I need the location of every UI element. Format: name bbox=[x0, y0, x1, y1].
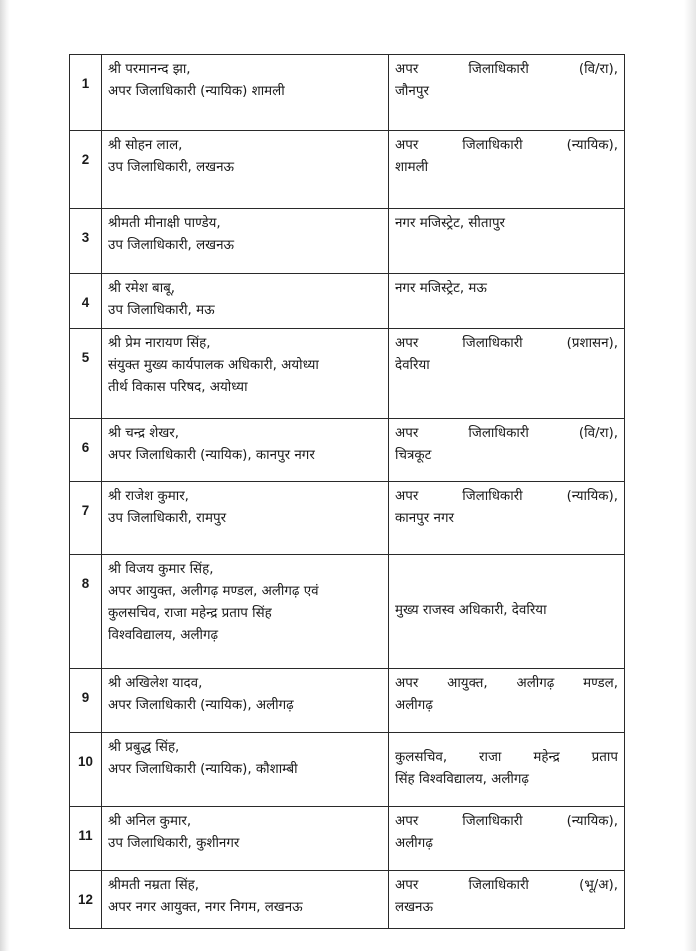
new-post-line: कानपुर नगर bbox=[395, 511, 454, 526]
serial-number: 3 bbox=[70, 209, 102, 274]
serial-number: 7 bbox=[70, 482, 102, 555]
officer-name: श्री सोहन लाल, bbox=[108, 138, 183, 153]
table-row bbox=[70, 131, 625, 209]
current-post-line: कुलसचिव, राजा महेन्द्र प्रताप सिंह bbox=[108, 606, 272, 621]
new-posting bbox=[389, 209, 625, 274]
new-post-line: अपर जिलाधिकारी (न्यायिक), bbox=[395, 138, 618, 153]
current-post-line: अपर जिलाधिकारी (न्यायिक) शामली bbox=[108, 84, 285, 99]
current-post-line: अपर नगर आयुक्त, नगर निगम, लखनऊ bbox=[108, 900, 303, 915]
table-row bbox=[70, 274, 625, 329]
new-posting bbox=[389, 807, 625, 871]
table-row bbox=[70, 807, 625, 871]
new-post-line: अपर जिलाधिकारी (वि/रा), bbox=[395, 62, 618, 77]
officer-name: श्री अनिल कुमार, bbox=[108, 814, 192, 829]
new-post-line: नगर मजिस्ट्रेट, मऊ bbox=[395, 281, 487, 296]
new-post-line: अपर जिलाधिकारी (भू/अ), bbox=[395, 878, 618, 893]
new-posting bbox=[389, 669, 625, 733]
current-post-line: अपर जिलाधिकारी (न्यायिक), कानपुर नगर bbox=[108, 448, 315, 463]
officer-name: श्री चन्द्र शेखर, bbox=[108, 426, 180, 441]
officer-name: श्रीमती मीनाक्षी पाण्डेय, bbox=[108, 216, 221, 231]
new-posting bbox=[389, 329, 625, 419]
table-row bbox=[70, 55, 625, 131]
new-post-line: अपर जिलाधिकारी (वि/रा), bbox=[395, 426, 618, 441]
serial-number: 10 bbox=[70, 733, 102, 807]
officer-name: श्री विजय कुमार सिंह, bbox=[108, 562, 214, 577]
table-row bbox=[70, 555, 625, 669]
new-post-line: नगर मजिस्ट्रेट, सीतापुर bbox=[395, 216, 506, 231]
table-row bbox=[70, 669, 625, 733]
officer-current-post bbox=[102, 871, 389, 929]
serial-number: 9 bbox=[70, 669, 102, 733]
officer-name: श्री प्रबुद्ध सिंह, bbox=[108, 740, 180, 755]
officer-current-post bbox=[102, 131, 389, 209]
serial-number: 5 bbox=[70, 329, 102, 419]
officer-current-post bbox=[102, 807, 389, 871]
new-post-line: अपर जिलाधिकारी (न्यायिक), bbox=[395, 814, 618, 829]
officer-name: श्री राजेश कुमार, bbox=[108, 489, 189, 504]
officer-current-post bbox=[102, 55, 389, 131]
current-post-line: उप जिलाधिकारी, मऊ bbox=[108, 303, 215, 318]
new-post-line: अपर जिलाधिकारी (प्रशासन), bbox=[395, 336, 618, 351]
new-post-line: अपर आयुक्त, अलीगढ़ मण्डल, bbox=[395, 676, 618, 691]
current-post-line: अपर जिलाधिकारी (न्यायिक), अलीगढ़ bbox=[108, 698, 294, 713]
current-post-line: विश्वविद्यालय, अलीगढ़ bbox=[108, 628, 219, 643]
new-post-line: अलीगढ़ bbox=[395, 836, 433, 851]
new-post-line: चित्रकूट bbox=[395, 448, 432, 463]
new-posting bbox=[389, 131, 625, 209]
transfer-table bbox=[69, 54, 625, 929]
new-post-line: शामली bbox=[395, 160, 429, 175]
table-row bbox=[70, 482, 625, 555]
serial-number: 12 bbox=[70, 871, 102, 929]
officer-name: श्री अखिलेश यादव, bbox=[108, 676, 203, 691]
officer-current-post bbox=[102, 419, 389, 482]
officer-current-post bbox=[102, 733, 389, 807]
serial-number: 4 bbox=[70, 274, 102, 329]
serial-number: 11 bbox=[70, 807, 102, 871]
current-post-line: अपर जिलाधिकारी (न्यायिक), कौशाम्बी bbox=[108, 762, 298, 777]
new-posting bbox=[389, 274, 625, 329]
officer-current-post bbox=[102, 555, 389, 669]
current-post-line: उप जिलाधिकारी, रामपुर bbox=[108, 511, 227, 526]
officer-current-post bbox=[102, 209, 389, 274]
officer-name: श्री परमानन्द झा, bbox=[108, 62, 191, 77]
table-row bbox=[70, 733, 625, 807]
table-row bbox=[70, 419, 625, 482]
serial-number: 8 bbox=[70, 555, 102, 669]
page-right-shadow bbox=[684, 0, 696, 951]
officer-current-post bbox=[102, 669, 389, 733]
new-post-line: कुलसचिव, राजा महेन्द्र प्रताप bbox=[395, 749, 618, 765]
new-post-line: देवरिया bbox=[395, 358, 430, 373]
table-row bbox=[70, 871, 625, 929]
current-post-line: उप जिलाधिकारी, लखनऊ bbox=[108, 160, 235, 175]
current-post-line: उप जिलाधिकारी, लखनऊ bbox=[108, 238, 235, 253]
new-post-line: अपर जिलाधिकारी (न्यायिक), bbox=[395, 489, 618, 504]
new-posting bbox=[389, 55, 625, 131]
new-posting bbox=[389, 555, 625, 669]
serial-number: 6 bbox=[70, 419, 102, 482]
new-posting bbox=[389, 871, 625, 929]
current-post-line: तीर्थ विकास परिषद, अयोध्या bbox=[108, 380, 248, 395]
new-posting bbox=[389, 482, 625, 555]
new-post-line: मुख्य राजस्व अधिकारी, देवरिया bbox=[395, 602, 547, 618]
page-left-shadow bbox=[0, 0, 10, 951]
officer-name: श्रीमती नम्रता सिंह, bbox=[108, 878, 199, 893]
new-post-line: अलीगढ़ bbox=[395, 698, 433, 713]
current-post-line: अपर आयुक्त, अलीगढ़ मण्डल, अलीगढ़ एवं bbox=[108, 584, 319, 599]
current-post-line: संयुक्त मुख्य कार्यपालक अधिकारी, अयोध्या bbox=[108, 358, 319, 373]
new-posting bbox=[389, 419, 625, 482]
officer-current-post bbox=[102, 329, 389, 419]
officer-name: श्री प्रेम नारायण सिंह, bbox=[108, 336, 211, 351]
new-post-line: लखनऊ bbox=[395, 900, 433, 915]
new-post-line: सिंह विश्वविद्यालय, अलीगढ़ bbox=[395, 771, 529, 787]
table-row bbox=[70, 209, 625, 274]
serial-number: 2 bbox=[70, 131, 102, 209]
officer-current-post bbox=[102, 482, 389, 555]
new-posting bbox=[389, 733, 625, 807]
officer-current-post bbox=[102, 274, 389, 329]
table-row bbox=[70, 329, 625, 419]
serial-number: 1 bbox=[70, 55, 102, 131]
current-post-line: उप जिलाधिकारी, कुशीनगर bbox=[108, 836, 240, 851]
officer-name: श्री रमेश बाबू, bbox=[108, 281, 176, 296]
new-post-line: जौनपुर bbox=[395, 84, 429, 99]
